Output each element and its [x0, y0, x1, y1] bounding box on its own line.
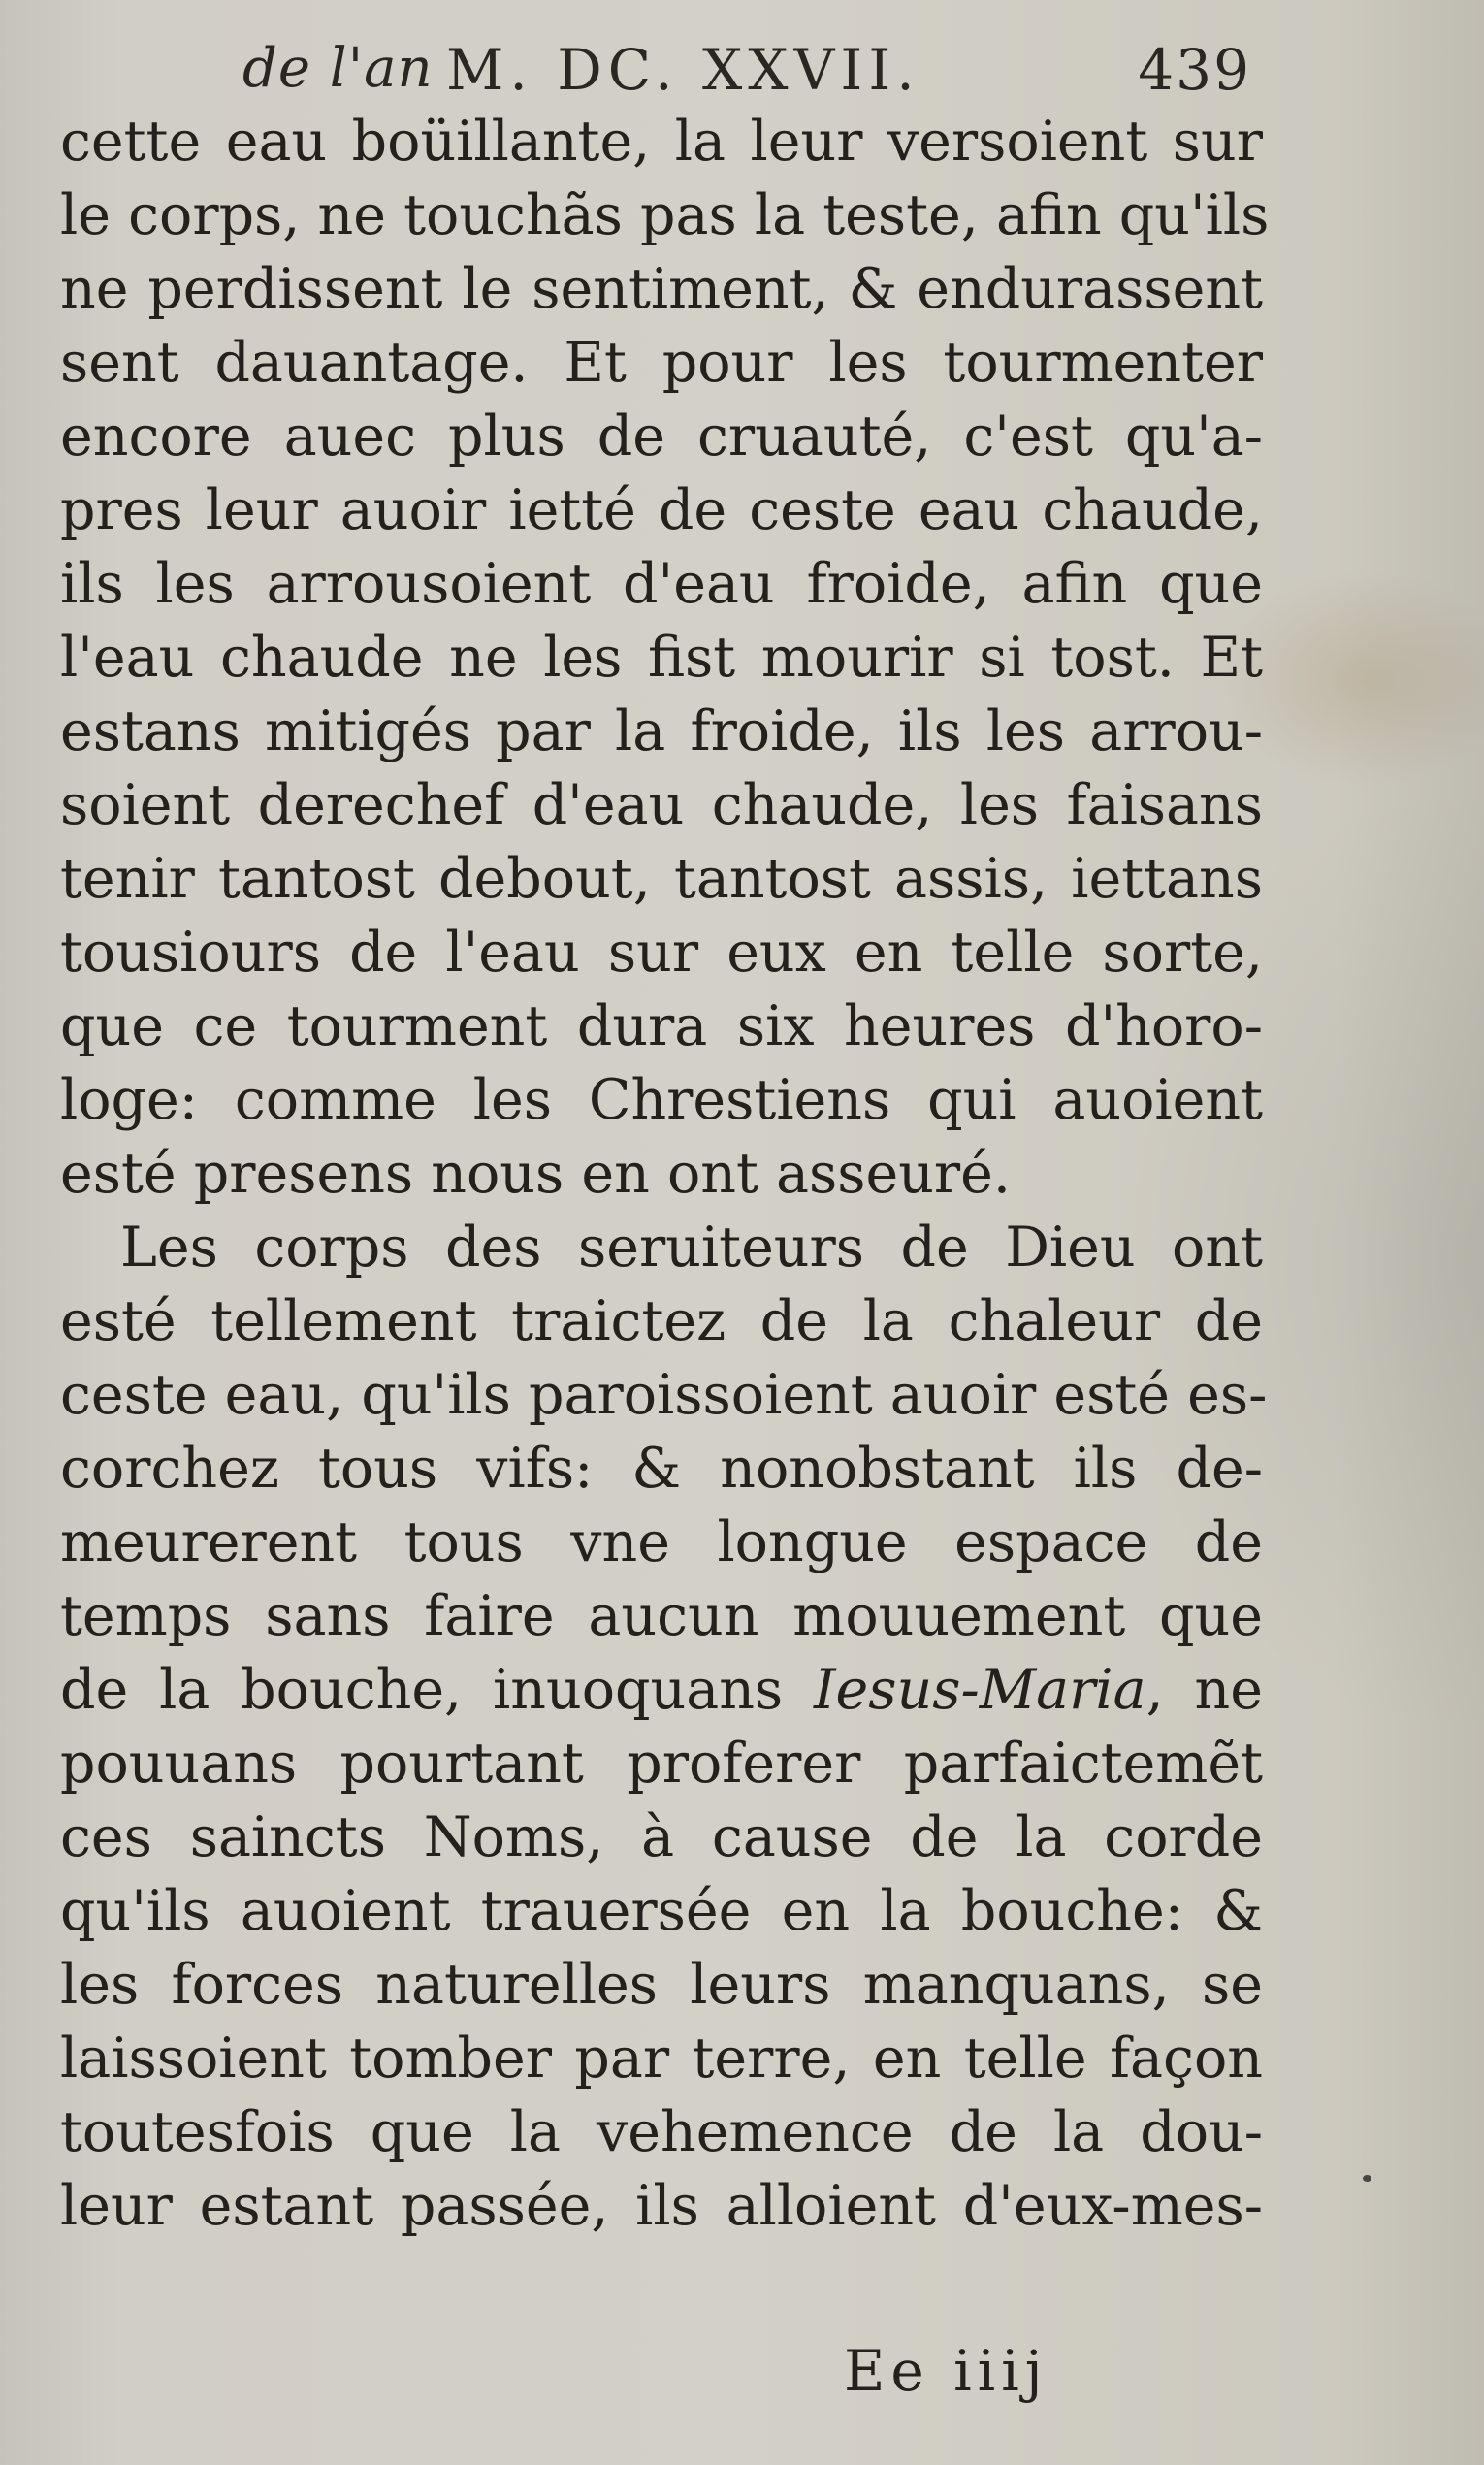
running-head-title: de l'an	[242, 37, 434, 100]
text-line: que ce tourment dura six heures d'horo-	[60, 994, 1263, 1058]
text-line: sent dauantage. Et pour les tourmenter	[60, 331, 1263, 395]
italic-name: Iesus-Maria	[814, 1658, 1146, 1722]
text-line: corchez tous vifs: & nonobstant ils de-	[60, 1437, 1263, 1501]
text-line: qu'ils auoient trauersée en la bouche: &	[60, 1879, 1263, 1943]
text-line: ceste eau, qu'ils paroissoient auoir esté es-	[60, 1363, 1268, 1427]
text-line: tousiours de l'eau sur eux en telle sorte,	[60, 921, 1263, 985]
text-line: meurerent tous vne longue espace de	[60, 1510, 1263, 1574]
paragraph-start-line: Les corps des seruiteurs de Dieu ont	[120, 1216, 1263, 1280]
text-line: laissoient tomber par terre, en telle façon	[60, 2027, 1263, 2091]
text-line: toutesfois que la vehemence de la dou-	[60, 2100, 1263, 2164]
text-line: ils les arrousoient d'eau froide, afin que	[60, 552, 1263, 616]
text-line: pouuans pourtant proferer parfaictemẽt	[60, 1732, 1263, 1796]
text-line: le corps, ne touchãs pas la teste, afin qu'ils	[60, 183, 1270, 247]
ink-speck	[1363, 2175, 1371, 2182]
running-head-year: M. DC. XXVII.	[446, 37, 920, 103]
running-head	[242, 37, 1251, 114]
text-line: de la bouche, inuoquans Iesus-Maria, ne	[60, 1658, 1263, 1722]
text-line: l'eau chaude ne les fist mourir si tost. Et	[60, 626, 1263, 690]
text-line: pres leur auoir ietté de ceste eau chaude,	[60, 478, 1263, 542]
text-line: estans mitigés par la froide, ils les arrou-	[60, 699, 1263, 763]
text-line: temps sans faire aucun mouuement que	[60, 1584, 1263, 1648]
text-line: encore auec plus de cruauté, c'est qu'a-	[60, 405, 1263, 469]
text-line: esté tellement traictez de la chaleur de	[60, 1289, 1263, 1353]
text-line: ne perdissent le sentiment, & endurassent	[60, 257, 1263, 321]
body-text	[60, 105, 1270, 2243]
text-line: loge: comme les Chrestiens qui auoient	[60, 1068, 1263, 1132]
text-line: esté presens nous en ont asseuré.	[60, 1142, 1012, 1206]
text-line: les forces naturelles leurs manquans, se	[60, 1953, 1263, 2017]
signature-mark: Ee iiij	[844, 2338, 1048, 2404]
text-line: soient derechef d'eau chaude, les faisans	[60, 773, 1263, 837]
text-line: tenir tantost debout, tantost assis, iettans	[60, 847, 1263, 911]
text-line: ces saincts Noms, à cause de la corde	[60, 1805, 1263, 1869]
text-line: cette eau boüillante, la leur versoient sur	[60, 110, 1263, 174]
page-number: 439	[1138, 37, 1251, 103]
text-line: leur estant passée, ils alloient d'eux-mes-	[60, 2174, 1263, 2238]
